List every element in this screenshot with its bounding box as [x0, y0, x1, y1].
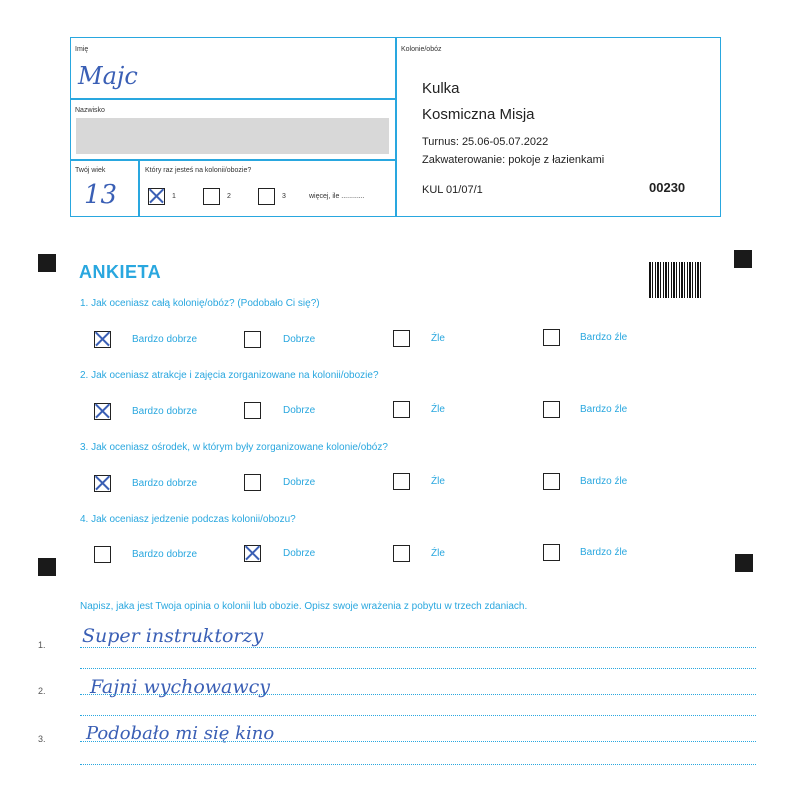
opinion-number-2: 2. [38, 686, 46, 696]
q4-label-bardzo-dobrze: Bardzo dobrze [132, 549, 198, 560]
opinion-line-1[interactable]: Super instruktorzy [82, 625, 264, 647]
opinion-dots-3b [80, 764, 756, 765]
header-divider-age-vertical [138, 159, 140, 217]
q3-label-bardzo-zle: Bardzo źle [580, 476, 628, 487]
q4-checkbox-dobrze[interactable] [244, 545, 261, 562]
q4-label-dobrze: Dobrze [283, 548, 316, 559]
imie-label: Imię [75, 46, 89, 53]
q3-label-zle: Źle [431, 476, 445, 487]
q3-label-dobrze: Dobrze [283, 477, 316, 488]
q2-checkbox-zle[interactable] [393, 401, 410, 418]
q1-label-bardzo-zle: Bardzo źle [580, 332, 628, 343]
q4-label-bardzo-zle: Bardzo źle [580, 547, 628, 558]
ktory-raz-option-3: 3 [282, 193, 286, 200]
question-4: 4. Jak oceniasz jedzenie podczas kolonii/obozu? [80, 514, 296, 525]
wiek-value[interactable]: 13 [84, 180, 118, 210]
q3-checkbox-bardzo-dobrze[interactable] [94, 475, 111, 492]
q1-checkbox-bardzo-zle[interactable] [543, 329, 560, 346]
q1-label-bardzo-dobrze: Bardzo dobrze [132, 334, 198, 345]
q2-label-bardzo-dobrze: Bardzo dobrze [132, 406, 198, 417]
q4-checkbox-zle[interactable] [393, 545, 410, 562]
registration-mark-top-left [38, 254, 56, 272]
opinion-dots-2b [80, 715, 756, 716]
ktory-raz-checkbox-2[interactable] [203, 188, 220, 205]
ktory-raz-checkbox-1[interactable] [148, 188, 165, 205]
zakwaterowanie: Zakwaterowanie: pokoje z łazienkami [422, 154, 605, 166]
opinion-dots-3a [80, 741, 756, 742]
q2-checkbox-bardzo-dobrze[interactable] [94, 403, 111, 420]
q1-label-zle: Źle [431, 333, 445, 344]
q2-label-dobrze: Dobrze [283, 405, 316, 416]
q1-checkbox-bardzo-dobrze[interactable] [94, 331, 111, 348]
opinion-dots-1b [80, 668, 756, 669]
nazwisko-label: Nazwisko [75, 107, 105, 114]
opinion-number-3: 3. [38, 734, 46, 744]
imie-value[interactable]: Majc [78, 62, 138, 90]
q2-label-zle: Źle [431, 404, 445, 415]
ktory-raz-more: więcej, ile ............ [309, 193, 365, 200]
form-number: 00230 [649, 180, 686, 195]
q2-checkbox-dobrze[interactable] [244, 402, 261, 419]
ktory-raz-label: Który raz jesteś na kolonii/obozie? [145, 167, 252, 174]
q3-checkbox-zle[interactable] [393, 473, 410, 490]
header-divider-vertical [395, 37, 397, 217]
opinion-line-2[interactable]: Fajni wychowawcy [90, 676, 271, 698]
q1-checkbox-dobrze[interactable] [244, 331, 261, 348]
q4-label-zle: Źle [431, 548, 445, 559]
q4-checkbox-bardzo-zle[interactable] [543, 544, 560, 561]
registration-mark-bottom-left [38, 558, 56, 576]
kolonie-label: Kolonie/obóz [401, 46, 442, 53]
camp-name-1: Kulka [422, 80, 460, 97]
opinion-dots-1a [80, 647, 756, 648]
q3-label-bardzo-dobrze: Bardzo dobrze [132, 478, 198, 489]
q3-checkbox-dobrze[interactable] [244, 474, 261, 491]
camp-code: KUL 01/07/1 [422, 184, 483, 196]
nazwisko-redacted [76, 118, 389, 154]
question-3: 3. Jak oceniasz ośrodek, w którym były zorganizowane kolonie/obóz? [80, 442, 388, 453]
header-divider-name [70, 98, 396, 100]
registration-mark-bottom-right [735, 554, 753, 572]
registration-mark-top-right [734, 250, 752, 268]
opinion-prompt: Napisz, jaka jest Twoja opinia o kolonii lub obozie. Opisz swoje wrażenia z pobytu w trzech zdaniach. [80, 601, 528, 612]
question-1: 1. Jak oceniasz całą kolonię/obóz? (Podobało Ci się?) [80, 298, 320, 309]
header-divider-age [70, 159, 396, 161]
q2-checkbox-bardzo-zle[interactable] [543, 401, 560, 418]
q4-checkbox-bardzo-dobrze[interactable] [94, 546, 111, 563]
turnus: Turnus: 25.06-05.07.2022 [422, 136, 549, 148]
q1-label-dobrze: Dobrze [283, 334, 316, 345]
ktory-raz-checkbox-3[interactable] [258, 188, 275, 205]
opinion-line-3[interactable]: Podobało mi się kino [86, 723, 275, 744]
ktory-raz-option-2: 2 [227, 193, 231, 200]
q3-checkbox-bardzo-zle[interactable] [543, 473, 560, 490]
question-2: 2. Jak oceniasz atrakcje i zajęcia zorganizowane na kolonii/obozie? [80, 370, 379, 381]
q2-label-bardzo-zle: Bardzo źle [580, 404, 628, 415]
ktory-raz-option-1: 1 [172, 193, 176, 200]
wiek-label: Twój wiek [75, 167, 106, 174]
opinion-dots-2a [80, 694, 756, 695]
camp-name-2: Kosmiczna Misja [422, 106, 535, 123]
q1-checkbox-zle[interactable] [393, 330, 410, 347]
opinion-number-1: 1. [38, 640, 46, 650]
survey-title: ANKIETA [79, 262, 162, 282]
barcode [649, 262, 703, 298]
